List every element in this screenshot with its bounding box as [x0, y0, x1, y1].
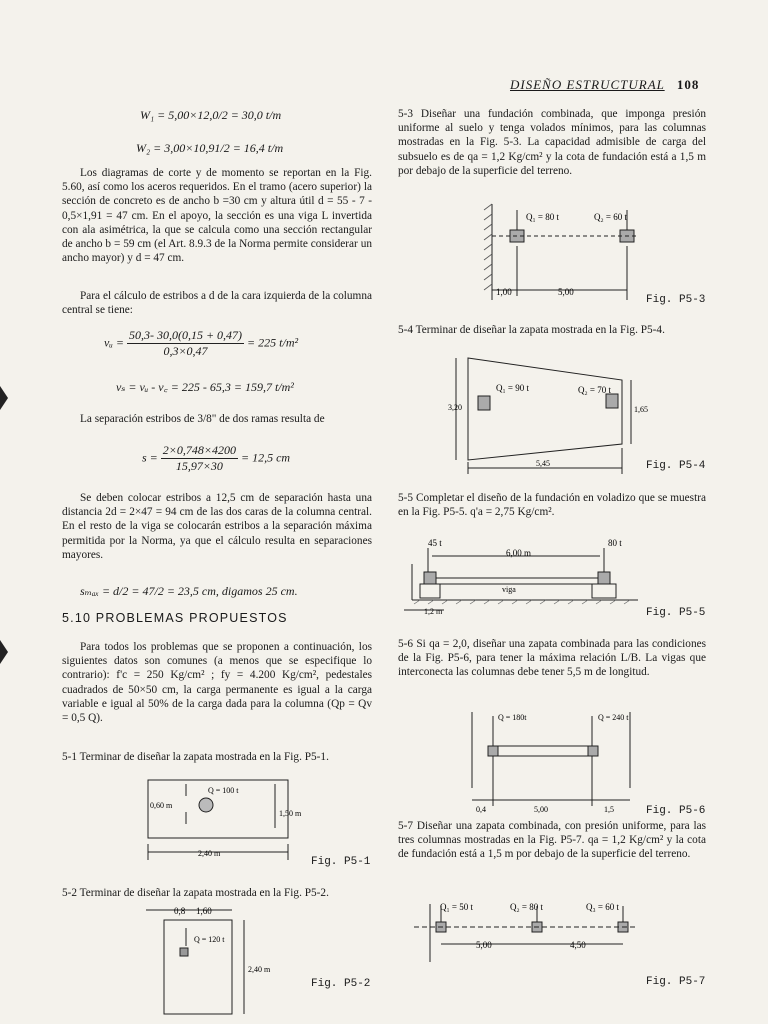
problem-5-6: 5-6 Si qa = 2,0, diseñar una zapata combinada para las condiciones de la Fig. P5-6, para tener la máxima relación L/B. La vigas que interconecta las columnas debe tener 5,5 m de longitud. [398, 638, 706, 679]
figure-label-p5-1: Fig. P5-1 [311, 856, 371, 868]
problem-5-5: 5-5 Completar el diseño de la fundación en voladizo que se muestra en la Fig. P5-5. q'a = 2,75 Kg/cm². [398, 492, 706, 519]
equation-vu [104, 328, 298, 359]
figure-label-p5-3: Fig. P5-3 [646, 294, 706, 306]
p51-load: Q = 100 t [208, 786, 239, 795]
p53-q2: Q₂ = 60 t [594, 212, 627, 222]
p56-c: 1,5 [604, 805, 614, 814]
p55-d: 1,2 m [424, 607, 443, 616]
equation-s [142, 443, 290, 474]
binding-mark [0, 386, 8, 410]
p57-q2: Q₂ = 80 t [510, 902, 543, 912]
p52-b: 1,60 [196, 906, 212, 916]
p54-h2: 1,65 [634, 405, 648, 414]
p52-load: Q = 120 t [194, 935, 225, 944]
p57-q1: Q₁ = 50 t [440, 902, 473, 912]
p53-q1: Q₁ = 80 t [526, 212, 559, 222]
p52-height: 2,40 m [248, 965, 271, 974]
s-rhs: = 12,5 cm [240, 450, 291, 465]
vu-lhs: vᵤ = [104, 335, 124, 350]
figure-label-p5-5: Fig. P5-5 [646, 607, 706, 619]
p55-q1: 45 t [428, 538, 442, 548]
equation-w1: W₁ = 5,00×12,0/2 = 30,0 t/m [140, 108, 282, 122]
paragraph-diagramas: Los diagramas de corte y de momento se reportan en la Fig. 5.60, así como los aceros requeridos. En el tramo (acero superior) la sección de concreto es de ancho b =30 cm y altura útil d = 55 - 7 - 0,5×1,91 = 47 cm. En el apoyo, la sección es una viga L invertida con ala asimétrica, la que se calcula como una sección rectangular de ancho b = 59 cm (el Art. 8.9.3 de la Norma permite considerar un ancho mayor) y d = 47 cm. [62, 167, 372, 265]
p57-q3: Q₃ = 60 t [586, 902, 619, 912]
p54-length: 5,45 [536, 459, 550, 468]
figure-label-p5-2: Fig. P5-2 [311, 978, 371, 990]
problem-5-2: 5-2 Terminar de diseñar la zapata mostrada en la Fig. P5-2. [62, 887, 329, 899]
figure-p5-2 [140, 902, 280, 1018]
paragraph-datos-comunes: Para todos los problemas que se proponen a continuación, los siguientes datos son comunes (a menos que se especifique lo contrario): f'c = 250 Kg/cm² ; fy = 4.200 Kg/cm², pedestales cuadrados de 50×50 cm, la carga permanente es igual a la carga variable e igual al 50% de la carga dada para la columna (Qp = Qv = 0,5 Q). [62, 641, 372, 725]
vu-fraction [127, 328, 244, 359]
p54-q1: Q₁ = 90 t [496, 383, 529, 393]
p56-b: 5,00 [534, 805, 548, 814]
p51-width: 0,60 m [150, 801, 173, 810]
p56-q2: Q = 240 t [598, 713, 629, 722]
p57-d1: 5,00 [476, 940, 492, 950]
figure-p5-5 [398, 534, 642, 616]
p54-q2: Q₂ = 70 t [578, 385, 611, 395]
figure-p5-1 [140, 772, 300, 872]
vu-denominator: 0,3×0,47 [163, 344, 208, 358]
p53-d1: 1,00 [496, 287, 512, 297]
figure-label-p5-4: Fig. P5-4 [646, 460, 706, 472]
problem-5-7: 5-7 Diseñar una zapata combinada, con presión uniforme, para las tres columnas mostradas en la Fig. P5-7. qa = 1,2 Kg/cm² y la cota de fundación está a 1,5 m por debajo de la superficie del terreno. [398, 820, 706, 861]
p51-height: 1,50 m [279, 809, 302, 818]
equation-smax: sₘₐₓ = d/2 = 47/2 = 23,5 cm, digamos 25 cm. [80, 584, 298, 598]
figure-label-p5-7: Fig. P5-7 [646, 976, 706, 988]
problem-5-4: 5-4 Terminar de diseñar la zapata mostrada en la Fig. P5-4. [398, 324, 665, 336]
vu-rhs: = 225 t/m² [247, 335, 299, 350]
p51-length: 2,40 m [198, 849, 221, 858]
p54-h1: 3,20 [448, 403, 462, 412]
figure-p5-7 [410, 898, 640, 968]
s-numerator: 2×0,748×4200 [162, 443, 236, 457]
equation-vs: vₛ = vᵤ - v꜀ = 225 - 65,3 = 159,7 t/m² [116, 380, 294, 394]
s-fraction [161, 443, 238, 474]
vu-numerator: 50,3- 30,0(0,15 + 0,47) [128, 328, 243, 342]
header-title: DISEÑO ESTRUCTURAL [510, 77, 665, 92]
figure-p5-4 [446, 350, 648, 474]
problem-5-3: 5-3 Diseñar una fundación combinada, que imponga presión uniforme al suelo y tenga volados mínimos, para las columnas mostradas en la Fig. 5-3. La capacidad admisible de carga del subsuelo es de qa = 1,2 Kg/cm² y la cota de fundación está a 1,5 m por debajo de la superficie del terreno. [398, 108, 706, 177]
p56-a: 0,4 [476, 805, 486, 814]
p56-q1: Q = 180t [498, 713, 527, 722]
running-header [510, 77, 699, 93]
p55-viga: viga [502, 585, 516, 594]
s-denominator: 15,97×30 [175, 459, 223, 473]
p55-q2: 80 t [608, 538, 622, 548]
figure-p5-6 [458, 708, 644, 816]
section-title: 5.10 PROBLEMAS PROPUESTOS [62, 611, 288, 625]
binding-mark [0, 640, 8, 664]
problem-5-1: 5-1 Terminar de diseñar la zapata mostrada en la Fig. P5-1. [62, 751, 329, 763]
figure-p5-3 [470, 196, 640, 306]
equation-w2: W₂ = 3,00×10,91/2 = 16,4 t/m [136, 141, 284, 155]
paragraph-separacion: La separación estribos de 3/8" de dos ramas resulta de [80, 413, 325, 425]
p52-a: 0,8 [174, 906, 186, 916]
s-lhs: s = [142, 450, 158, 465]
figure-label-p5-6: Fig. P5-6 [646, 805, 706, 817]
p55-span: 6,00 m [506, 548, 532, 558]
p53-d2: 5,00 [558, 287, 574, 297]
paragraph-estribos: Para el cálculo de estribos a d de la cara izquierda de la columna central se tiene: [62, 290, 372, 317]
paragraph-colocar: Se deben colocar estribos a 12,5 cm de separación hasta una distancia 2d = 2×47 = 94 cm de las dos caras de la columna central. En el resto de la viga se colocarán estribos a la separación máxima permitida por la Norma, ya que el cálculo resulta en separaciones mayores. [62, 492, 372, 561]
page-number: 108 [676, 77, 700, 92]
p57-d2: 4,50 [570, 940, 586, 950]
